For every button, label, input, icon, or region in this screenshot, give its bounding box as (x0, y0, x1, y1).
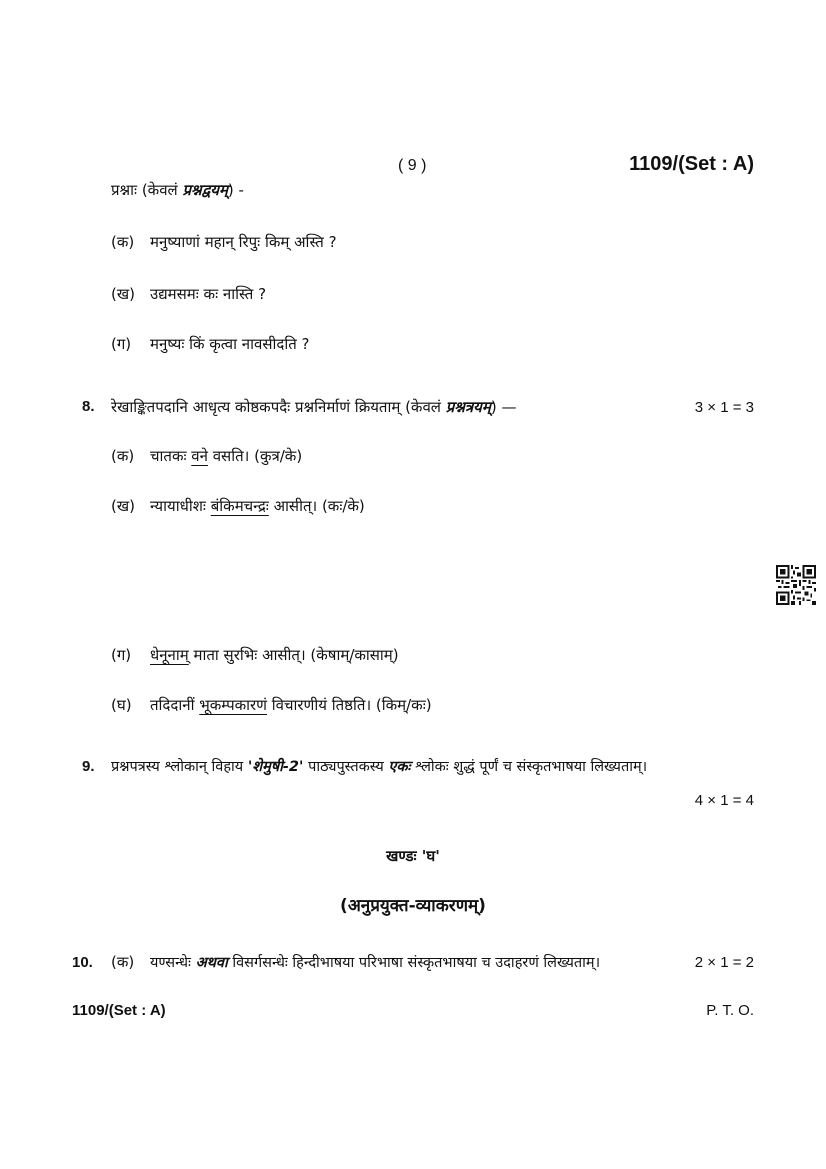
q8-item-text (150, 446, 302, 466)
q8-marks: 3 × 1 = 3 (694, 399, 754, 416)
q7-item-label: (क) (111, 233, 135, 251)
q8-item-post: वसति। (कुत्र/के) (207, 447, 303, 465)
q8-text (111, 397, 516, 417)
q8-item-underlined: धेनूनाम् (150, 646, 189, 664)
q8-item-post: विचारणीयं तिष्ठति। (किम्/कः) (267, 696, 432, 714)
q7-item-label: (ग) (111, 335, 132, 353)
q10-text-part: विसर्गसन्धेः हिन्दीभाषया परिभाषा संस्कृतभाषया च उदाहरणं लिख्यताम्। (227, 955, 601, 971)
section-title: खण्डः 'घ' (386, 847, 440, 865)
footer-paper-code: 1109/(Set : A) (72, 1002, 166, 1019)
q10-label: (क) (111, 953, 135, 971)
q9-text-part: प्रश्नपत्रस्य श्लोकान् विहाय (111, 759, 248, 775)
q8-item-post: आसीत्। (कः/के) (268, 497, 365, 515)
q10-text-bold: अथवा (195, 955, 228, 971)
q8-item-label: (ख) (111, 497, 135, 515)
question-number: 10. (72, 954, 93, 971)
q8-item-label: (क) (111, 447, 135, 465)
q7-item-label: (ख) (111, 285, 135, 303)
q7-intro-bold: प्रश्नद्वयम् (182, 181, 228, 199)
q9-text-part: पाठ्यपुस्तकस्य (303, 759, 389, 775)
q8-item-underlined: बंकिमचन्द्रः (210, 497, 269, 515)
q9-text-part: श्लोकः शुद्धं पूर्णं च संस्कृतभाषया लिख्यताम्। (410, 759, 648, 775)
page-turn-over: P. T. O. (706, 1002, 754, 1019)
q7-intro (111, 180, 244, 200)
q8-item-underlined: वने (191, 447, 208, 465)
q9-marks: 4 × 1 = 4 (694, 792, 754, 809)
q8-text-bold: प्रश्नत्रयम् (445, 398, 491, 416)
q8-item-pre: चातकः (150, 447, 192, 465)
q7-item-text: उद्यमसमः कः नास्ति ? (150, 285, 267, 303)
q7-intro-pre: प्रश्नाः (केवलं (111, 181, 183, 199)
q10-marks: 2 × 1 = 2 (694, 954, 754, 971)
qr-code-icon (776, 565, 816, 605)
q8-item-pre: तदिदानीं (150, 696, 200, 714)
page-number: ( 9 ) (398, 157, 427, 174)
q8-item-post: माता सुरभिः आसीत्। (केषाम्/कासाम्) (188, 646, 399, 664)
q8-item-label: (ग) (111, 646, 132, 664)
paper-code: 1109/(Set : A) (629, 153, 754, 175)
q8-item-text (150, 496, 365, 516)
q8-text-pre: रेखाङ्कितपदानि आधृत्य कोष्ठकपदैः प्रश्ननिर्माणं क्रियताम् (केवलं (111, 398, 446, 416)
question-number: 9. (82, 758, 95, 775)
q7-item-text: मनुष्यः किं कृत्वा नावसीदति ? (150, 335, 310, 353)
q7-item-text: मनुष्याणां महान् रिपुः किम् अस्ति ? (150, 233, 337, 251)
q10-text (150, 952, 600, 972)
q8-text-post: ) — (490, 398, 517, 416)
q10-text-part: यण्सन्धेः (150, 955, 196, 971)
q9-text-bold: एकः (388, 759, 411, 775)
q9-textbook-name: 'शेमुषी-2' (247, 759, 304, 775)
question-number: 8. (82, 398, 95, 415)
q9-text (111, 756, 647, 776)
q8-item-underlined: भूकम्पकारणं (199, 696, 267, 714)
q7-intro-post: ) - (227, 181, 244, 199)
section-subtitle: (अनुप्रयुक्त-व्याकरणम्) (340, 896, 486, 916)
q8-item-text (150, 645, 399, 665)
q8-item-label: (घ) (111, 696, 132, 714)
q8-item-text (150, 695, 432, 715)
q8-item-pre: न्यायाधीशः (150, 497, 211, 515)
